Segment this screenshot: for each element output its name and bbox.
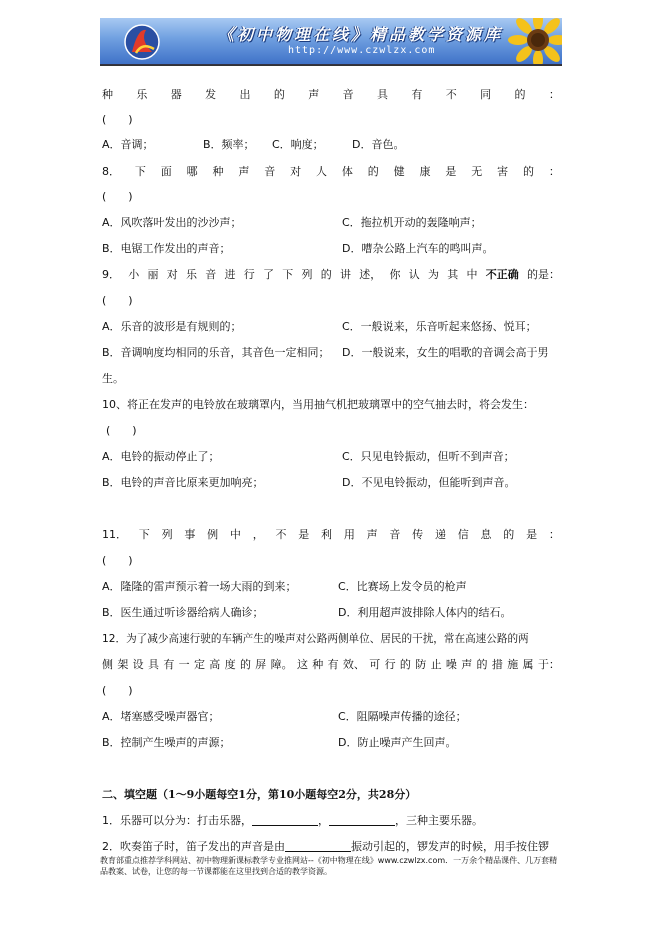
q10-option-a: A．电铃的振动停止了； [102,450,220,463]
section-title-fill-in: 二、填空题（1～9小题每空1分，第10小题每空2分，共28分） [102,788,417,801]
fill-question-1: 1．乐器可以分为：打击乐器， ， ，三种主要乐器。 [102,814,483,827]
q9-option-b: B．音调响度均相同的乐音，其音色一定相同； [102,346,330,359]
q9-option-a: A．乐音的波形是有规则的； [102,320,242,333]
q12-option-d: D．防止噪声产生回声。 [338,736,457,749]
q7-answer-blank: ( ) [102,113,133,126]
q10-option-c: C．只见电铃振动，但听不到声音； [342,450,515,463]
q12-option-c: C．阻隔噪声传播的途径； [338,710,467,723]
site-logo-icon [122,22,162,62]
header-rule [100,65,562,66]
fill-question-2: 2．吹奏笛子时，笛子发出的声音是由 振动引起的，锣发声的时候，用手按住锣 [102,840,549,853]
q10-option-d: D．不见电铃振动，但能听到声音。 [342,476,516,489]
q11-option-c: C．比赛场上发令员的枪声 [338,580,467,593]
q8-option-c: C．拖拉机开动的轰隆响声； [342,216,482,229]
q10-answer-blank: ( ) [106,424,137,437]
header-banner [100,18,562,65]
q11-option-a: A．隆隆的雷声预示着一场大雨的到来； [102,580,297,593]
q7-option-b: B．频率； [203,138,255,151]
q11-option-d: D．利用超声波排除人体内的结石。 [338,606,512,619]
fill-blank[interactable] [329,815,395,826]
q8-option-b: B．电锯工作发出的声音； [102,242,231,255]
q9-option-d: D．一般说来，女生的唱歌的音调会高于男 [342,346,549,359]
q8-option-d: D．嘈杂公路上汽车的鸣叫声。 [342,242,494,255]
fill-blank[interactable] [285,841,351,852]
footer-notice: 教育部重点推荐学科网站、初中物理新课标教学专业推网站--《初中物理在线》www.czwlzx.com．一万余个精品课件、几万套精品教案、试卷，让您的每一节课都能在这里找到合适的教学资源。 [100,856,558,876]
banner-title: 《初中物理在线》精品教学资源库 [218,25,504,44]
q7-option-d: D．音色。 [352,138,405,151]
q8-stem: 8． 下 面 哪 种 声 音 对 人 体 的 健 康 是 无 害 的 ： [102,165,560,178]
q7-option-a: A．音调； [102,138,154,151]
q12-stem-line2: 侧 架 设 具 有 一 定 高 度 的 屏 障。 这 种 有 效、 可 行 的 防 止 噪 声 的 措 施 属 于： [102,658,560,671]
q7-option-c: C．响度； [272,138,324,151]
q12-option-a: A．堵塞感受噪声器官； [102,710,220,723]
q9-option-d-continued: 生。 [102,372,124,385]
q11-option-b: B．医生通过听诊器给病人确诊； [102,606,264,619]
q11-answer-blank: ( ) [102,554,133,567]
q7-stem-tail: 种 乐 器 发 出 的 声 音 具 有 不 同 的 ： [102,88,560,101]
q11-stem: 11． 下 列 事 例 中 ， 不 是 利 用 声 音 传 递 信 息 的 是 ： [102,528,560,541]
q12-option-b: B．控制产生噪声的声源； [102,736,231,749]
q9-option-c: C．一般说来，乐音听起来悠扬、悦耳； [342,320,537,333]
q10-stem: 10、将正在发声的电铃放在玻璃罩内，当用抽气机把玻璃罩中的空气抽去时，将会发生： [102,398,534,411]
q12-stem-line1: 12．为了减少高速行驶的车辆产生的噪声对公路两侧单位、居民的干扰，常在高速公路的两 [102,633,529,645]
q8-option-a: A．风吹落叶发出的沙沙声； [102,216,242,229]
banner-url[interactable]: http://www.czwlzx.com [288,45,436,56]
q9-stem: 9． 小 丽 对 乐 音 进 行 了 下 列 的 讲 述， 你 认 为 其 中 不正确 的是： [102,268,560,281]
fill-blank[interactable] [252,815,318,826]
q8-answer-blank: ( ) [102,190,133,203]
q9-answer-blank: ( ) [102,294,133,307]
sunflower-icon [494,18,562,65]
q12-answer-blank: ( ) [102,684,133,697]
q10-option-b: B．电铃的声音比原来更加响亮； [102,476,264,489]
